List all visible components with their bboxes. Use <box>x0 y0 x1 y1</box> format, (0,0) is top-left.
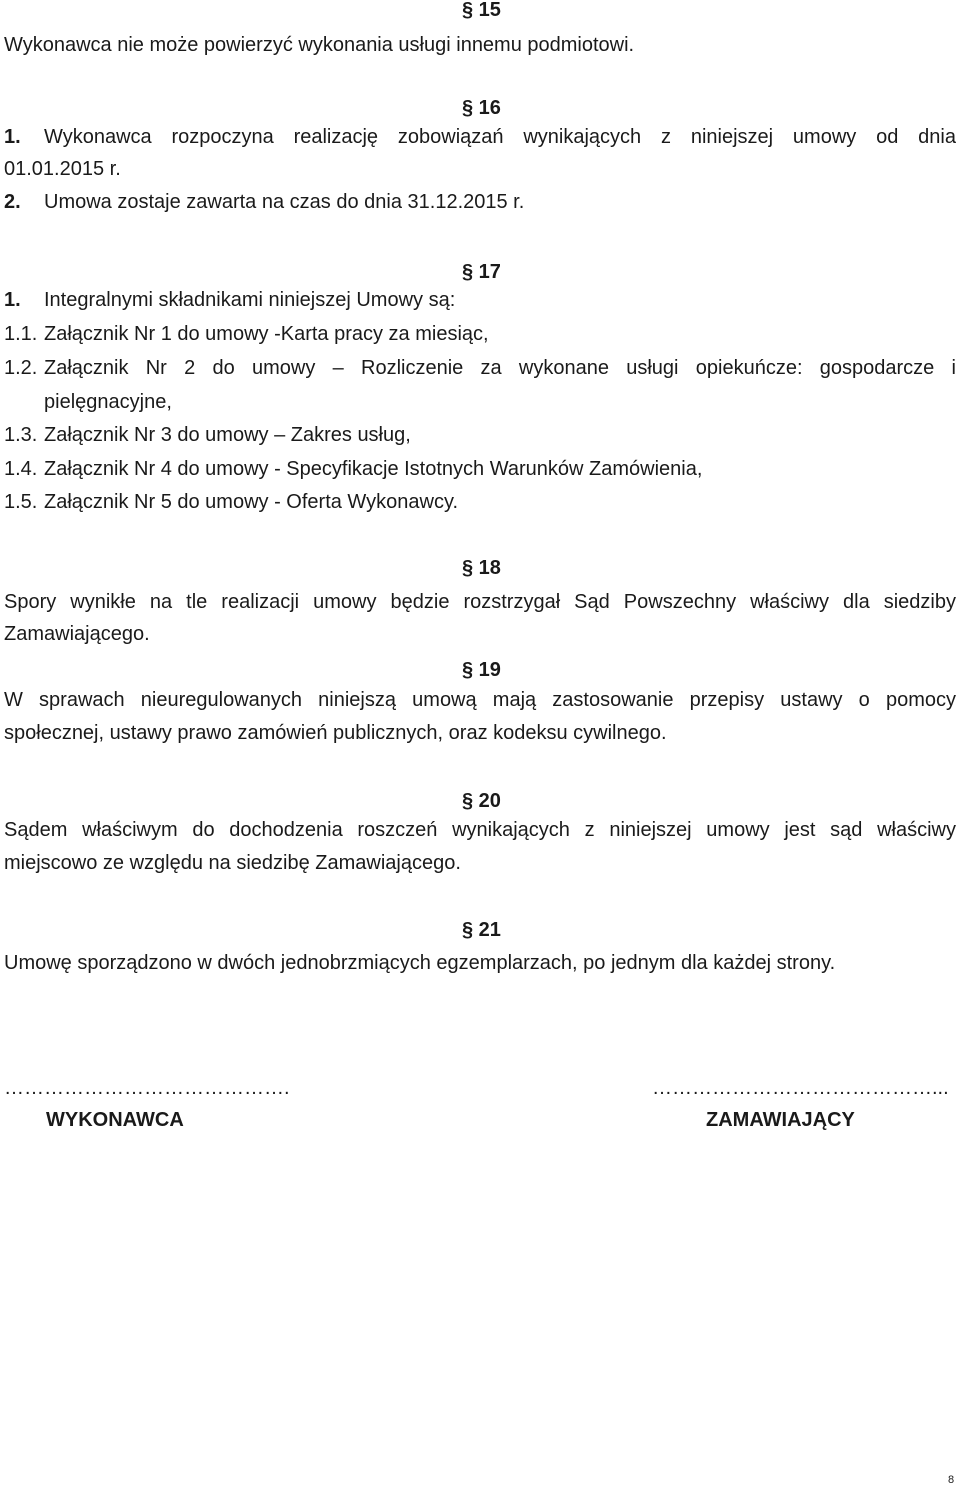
section-18-heading: § 18 <box>462 557 501 579</box>
item-number: 1.5. <box>4 491 38 513</box>
item-number: 1.4. <box>4 458 38 480</box>
attachment-item-4 <box>4 457 702 481</box>
attachment-item-2-continued: pielęgnacyjne, <box>44 391 172 413</box>
paragraph-number: 1. <box>4 289 21 311</box>
item-text: Załącznik Nr 3 do umowy – Zakres usług, <box>44 424 411 446</box>
item-text: Załącznik Nr 5 do umowy - Oferta Wykonawcy. <box>44 491 459 513</box>
section-20-text: Sądem właściwym do dochodzenia roszczeń wynikających z niniejszej umowy jest sąd właściwy <box>4 819 956 841</box>
item-text: Załącznik Nr 2 do umowy – Rozliczenie za wykonane usługi opiekuńcze: gospodarcze i <box>44 357 956 379</box>
contractor-signature-line: ……………………………………. <box>4 1077 290 1099</box>
item-number: 1.1. <box>4 323 38 345</box>
page-number: 8 <box>948 1474 955 1486</box>
section-17-paragraph-1 <box>4 288 455 312</box>
section-18-text: Spory wynikłe na tle realizacji umowy będzie rozstrzygał Sąd Powszechny właściwy dla siedziby <box>4 591 956 613</box>
section-20-heading: § 20 <box>462 790 501 812</box>
item-text: Załącznik Nr 4 do umowy - Specyfikacje Istotnych Warunków Zamówienia, <box>44 458 703 480</box>
paragraph-text: Wykonawca rozpoczyna realizację zobowiązań wynikających z niniejszej umowy od dnia <box>44 126 956 148</box>
section-15-text: Wykonawca nie może powierzyć wykonania usługi innemu podmiotowi. <box>4 34 635 56</box>
item-text: Załącznik Nr 1 do umowy -Karta pracy za miesiąc, <box>44 323 489 345</box>
section-18-text-continued: Zamawiającego. <box>4 623 150 645</box>
section-17-heading: § 17 <box>462 261 501 283</box>
item-number: 1.2. <box>4 357 38 379</box>
attachment-item-1 <box>4 322 489 346</box>
client-signature-line: ……………………………………... <box>652 1077 949 1099</box>
section-15-heading: § 15 <box>462 0 501 21</box>
contractor-signature-label: WYKONAWCA <box>46 1109 184 1131</box>
paragraph-text: Integralnymi składnikami niniejszej Umowy są: <box>44 289 456 311</box>
section-19-heading: § 19 <box>462 659 501 681</box>
section-21-heading: § 21 <box>462 919 501 941</box>
paragraph-text: Umowa zostaje zawarta na czas do dnia 31.12.2015 r. <box>44 191 525 213</box>
item-number: 1.3. <box>4 424 38 446</box>
section-16-paragraph-1 <box>4 125 956 149</box>
attachment-item-3 <box>4 423 411 447</box>
attachment-item-5 <box>4 490 458 514</box>
section-19-text-continued: społecznej, ustawy prawo zamówień publicznych, oraz kodeksu cywilnego. <box>4 722 667 744</box>
paragraph-number: 1. <box>4 126 21 148</box>
section-20-text-continued: miejscowo ze względu na siedzibę Zamawiającego. <box>4 852 461 874</box>
paragraph-number: 2. <box>4 191 21 213</box>
section-16-heading: § 16 <box>462 97 501 119</box>
section-19-text: W sprawach nieuregulowanych niniejszą umową mają zastosowanie przepisy ustawy o pomocy <box>4 689 956 711</box>
attachment-item-2 <box>4 356 956 380</box>
section-16-paragraph-2 <box>4 190 524 214</box>
section-16-paragraph-1-continued: 01.01.2015 r. <box>4 158 121 180</box>
section-21-text: Umowę sporządzono w dwóch jednobrzmiących egzemplarzach, po jednym dla każdej strony. <box>4 952 836 974</box>
client-signature-label: ZAMAWIAJĄCY <box>706 1109 855 1131</box>
